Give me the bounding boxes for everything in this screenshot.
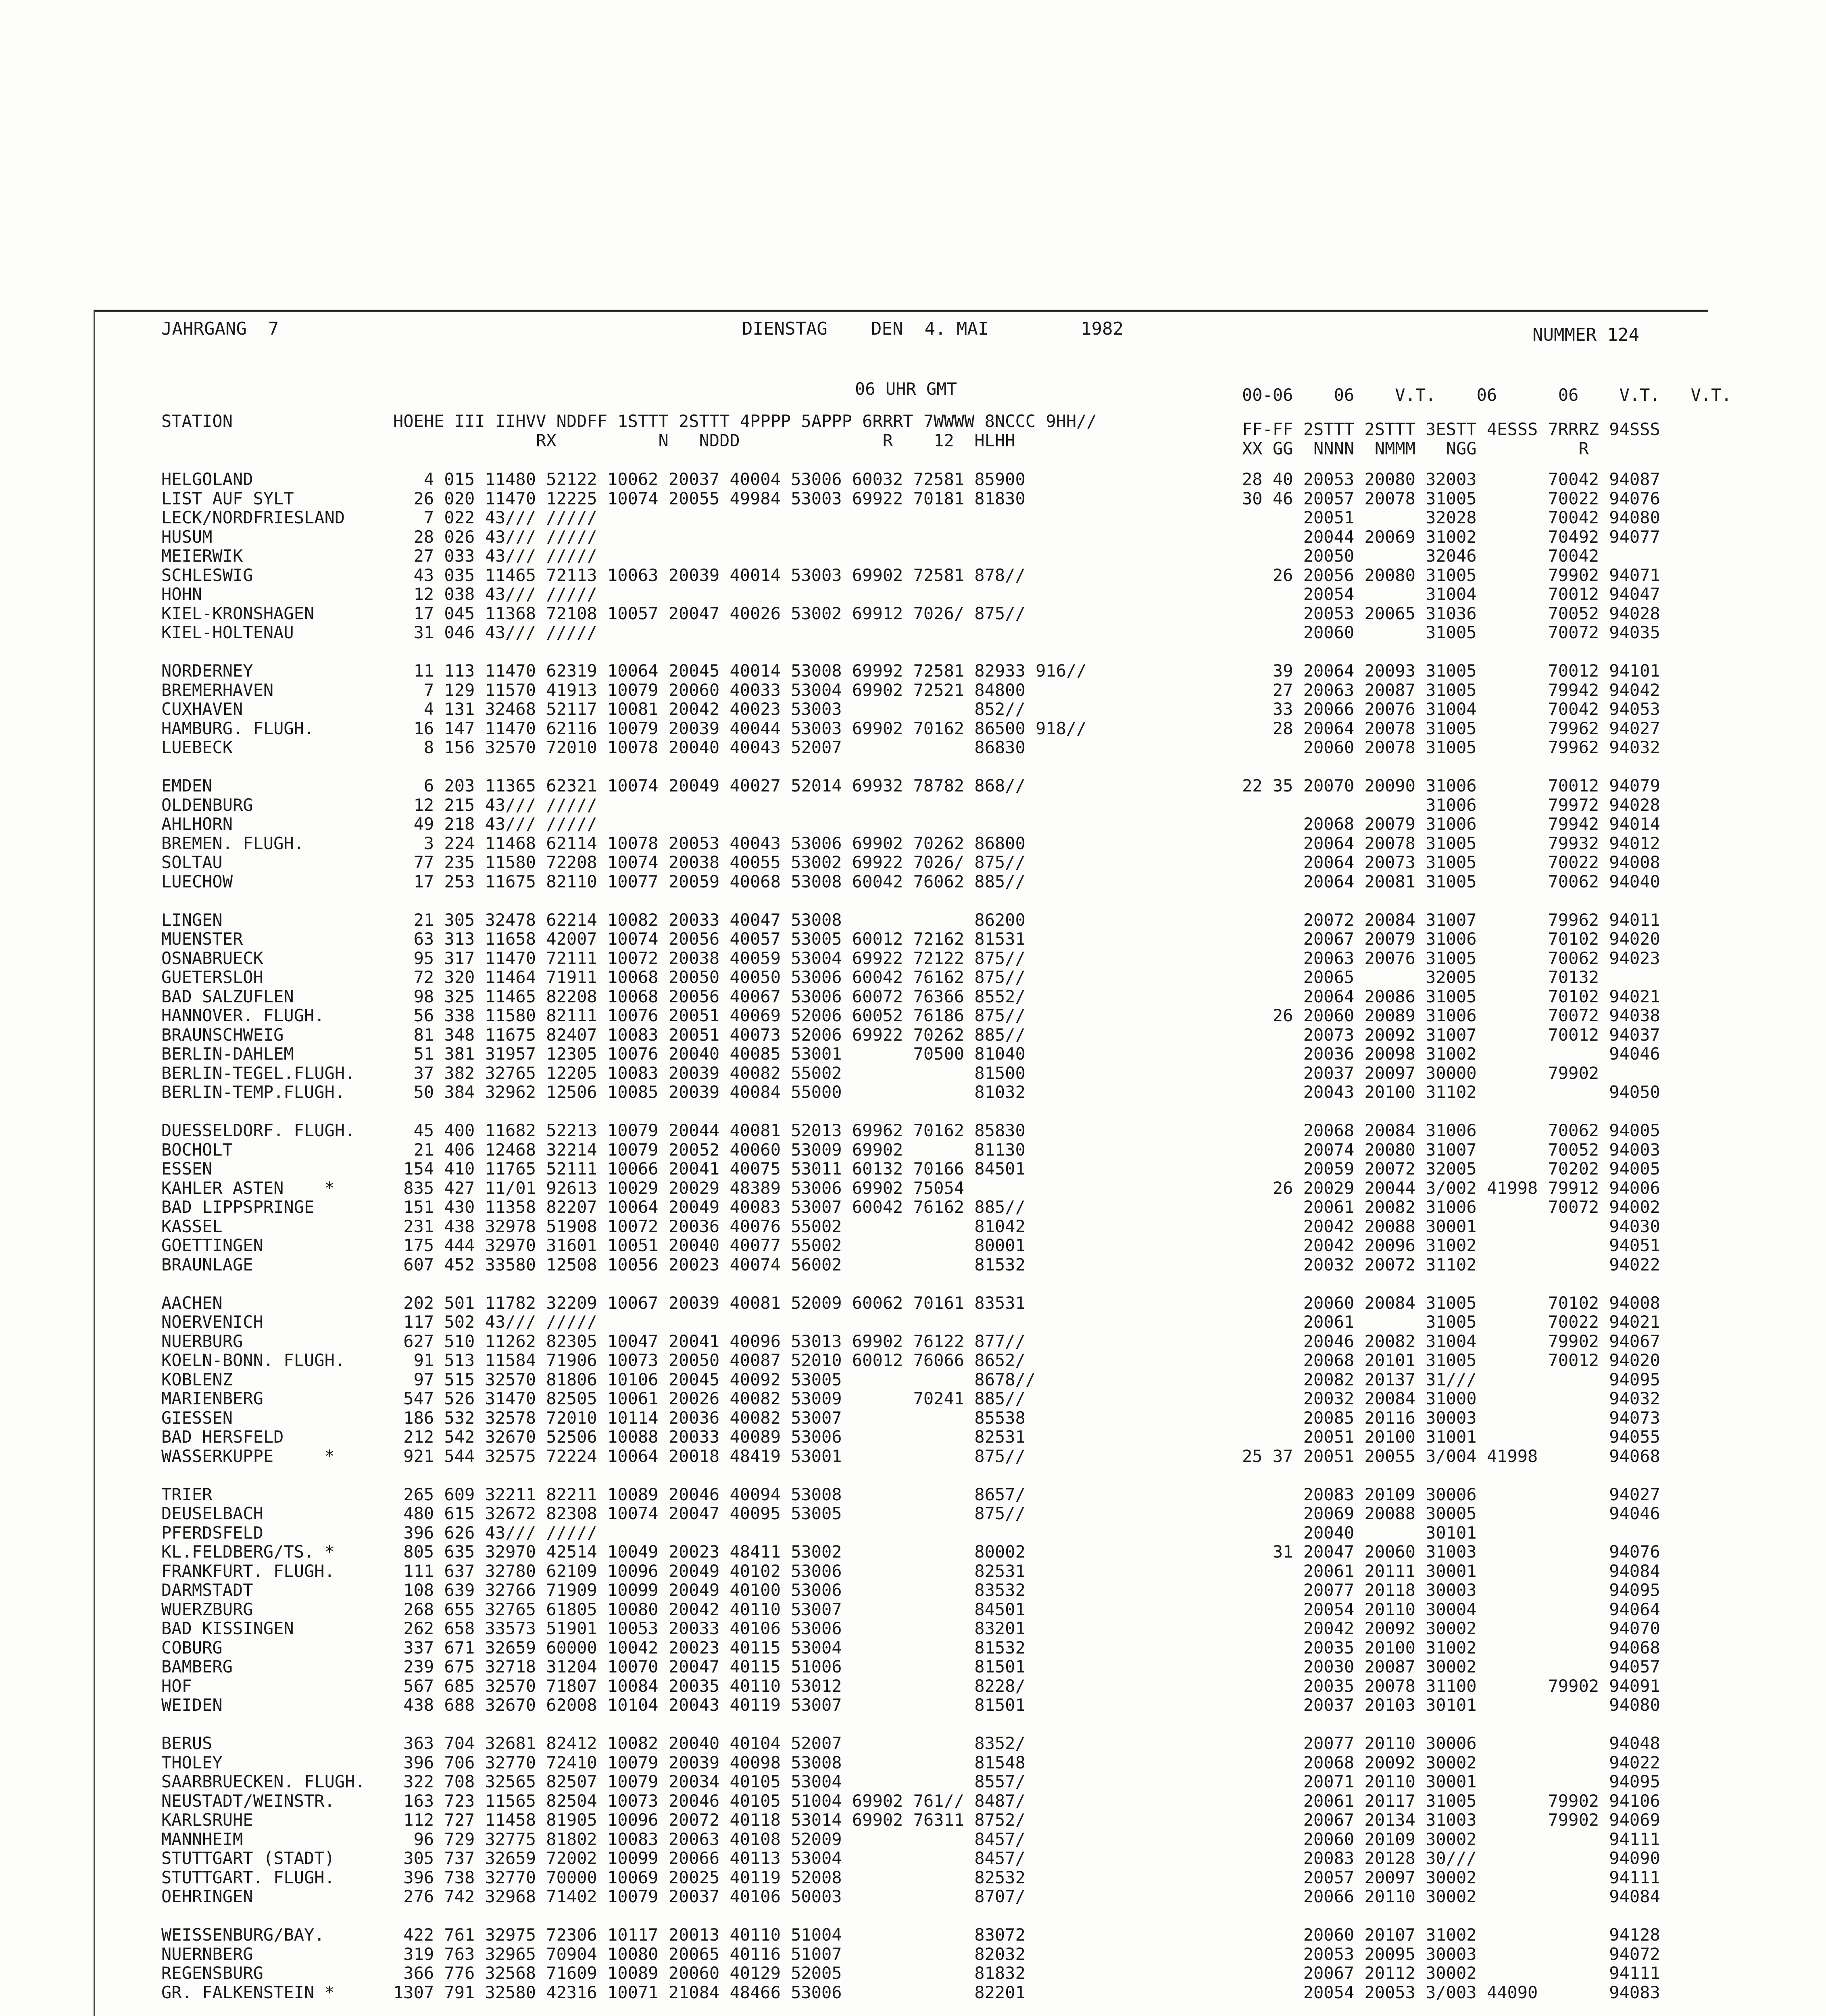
station-values: 81 348 11675 82407 10083 20051 40073 52006 69922 70262 885// xyxy=(393,1025,1026,1045)
station-values: 6 203 11365 62321 10074 20049 40027 52014 69932 78782 868// xyxy=(393,776,1026,796)
station-values: 163 723 11565 82504 10073 20046 40105 51004 69902 761// 8487/ xyxy=(393,1791,1026,1811)
station-name: GOETTINGEN xyxy=(161,1235,263,1255)
station-name: GR. FALKENSTEIN * xyxy=(161,1982,335,2002)
station-extra-values: 26 20056 20080 31005 79902 94071 xyxy=(1242,565,1660,585)
group-spacer xyxy=(1242,891,1660,910)
group-spacer xyxy=(1242,1274,1660,1293)
station-values: 175 444 32970 31601 10051 20040 40077 55002 80001 xyxy=(393,1235,1026,1255)
right-columns-subheader: XX GG NNNN NMMM NGG R xyxy=(1242,439,1589,458)
station-extra-values: 31006 79972 94028 xyxy=(1242,795,1660,815)
station-name: HUSUM xyxy=(161,527,213,547)
station-extra-values: 26 20060 20089 31006 70072 94038 xyxy=(1242,1006,1660,1025)
station-name: KOBLENZ xyxy=(161,1369,233,1389)
station-column xyxy=(161,470,365,2016)
station-name: KAHLER ASTEN * xyxy=(161,1178,335,1198)
right-data-column xyxy=(1242,470,1660,2016)
station-header: STATION xyxy=(161,411,233,431)
station-name: LIST AUF SYLT xyxy=(161,488,294,508)
station-extra-values: 27 20063 20087 31005 79942 94042 xyxy=(1242,680,1660,700)
station-extra-values: 33 20066 20076 31004 70042 94053 xyxy=(1242,699,1660,719)
station-name: DEUSELBACH xyxy=(161,1504,263,1523)
station-extra-values: 20068 20079 31006 79942 94014 xyxy=(1242,814,1660,834)
station-values: 337 671 32659 60000 10042 20023 40115 53004 81532 xyxy=(393,1637,1026,1658)
station-name: NOERVENICH xyxy=(161,1312,263,1332)
main-columns-subheader: RX N NDDD R 12 HLHH xyxy=(393,431,1015,450)
station-name: MARIENBERG xyxy=(161,1389,263,1408)
station-name: KARLSRUHE xyxy=(161,1810,253,1830)
station-extra-values: 20032 20084 31000 94032 xyxy=(1242,1389,1660,1408)
station-extra-values: 28 40 20053 20080 32003 70042 94087 xyxy=(1242,469,1660,489)
station-extra-values: 31 20047 20060 31003 94076 xyxy=(1242,1542,1660,1562)
station-extra-values: 20072 20084 31007 79962 94011 xyxy=(1242,910,1660,930)
group-spacer xyxy=(161,891,365,910)
station-extra-values: 20073 20092 31007 70012 94037 xyxy=(1242,1025,1660,1045)
station-name: BERLIN-DAHLEM xyxy=(161,1044,294,1064)
station-name: NORDERNEY xyxy=(161,661,253,681)
station-values: 56 338 11580 82111 10076 20051 40069 52006 60052 76186 875// xyxy=(393,1006,1026,1025)
station-values: 7 022 43/// ///// xyxy=(393,508,597,527)
station-name: NUERNBERG xyxy=(161,1944,253,1964)
station-extra-values: 22 35 20070 20090 31006 70012 94079 xyxy=(1242,776,1660,796)
station-name: DARMSTADT xyxy=(161,1580,253,1600)
station-extra-values: 20067 20134 31003 79902 94069 xyxy=(1242,1810,1660,1830)
station-extra-values: 20036 20098 31002 94046 xyxy=(1242,1044,1660,1064)
station-extra-values: 20061 20111 30001 94084 xyxy=(1242,1561,1660,1581)
station-name: OLDENBURG xyxy=(161,795,253,815)
station-extra-values: 20067 20079 31006 70102 94020 xyxy=(1242,929,1660,949)
station-name: AHLHORN xyxy=(161,814,233,834)
group-spacer xyxy=(393,1102,1086,1121)
group-spacer xyxy=(161,757,365,777)
station-name: THOLEY xyxy=(161,1752,223,1772)
station-values: 396 738 32770 70000 10069 20025 40119 52008 82532 xyxy=(393,1867,1026,1887)
station-values: 438 688 32670 62008 10104 20043 40119 53007 81501 xyxy=(393,1695,1026,1715)
station-extra-values: 20054 20110 30004 94064 xyxy=(1242,1599,1660,1619)
station-extra-values: 20071 20110 30001 94095 xyxy=(1242,1772,1660,1791)
station-extra-values: 20057 20097 30002 94111 xyxy=(1242,1867,1660,1887)
station-values: 49 218 43/// ///// xyxy=(393,814,597,834)
station-extra-values: 20042 20088 30001 94030 xyxy=(1242,1216,1660,1236)
station-name: NEUSTADT/WEINSTR. xyxy=(161,1791,335,1811)
station-extra-values: 20037 20097 30000 79902 xyxy=(1242,1063,1599,1083)
station-extra-values: 20040 30101 xyxy=(1242,1522,1477,1543)
station-extra-values: 20060 20109 30002 94111 xyxy=(1242,1829,1660,1849)
station-extra-values: 20066 20110 30002 94084 xyxy=(1242,1887,1660,1906)
station-name: MUENSTER xyxy=(161,929,243,949)
station-extra-values: 20042 20096 31002 94051 xyxy=(1242,1235,1660,1255)
station-values: 268 655 32765 61805 10080 20042 40110 53007 84501 xyxy=(393,1599,1026,1619)
group-spacer xyxy=(393,642,1086,662)
station-values: 276 742 32968 71402 10079 20037 40106 50003 8707/ xyxy=(393,1887,1026,1906)
issue-number: NUMMER 124 xyxy=(1532,325,1639,345)
time-group-label: 06 UHR GMT xyxy=(855,379,957,399)
station-name: BRAUNLAGE xyxy=(161,1254,253,1275)
station-values: 396 626 43/// ///// xyxy=(393,1522,597,1543)
station-name: SAARBRUECKEN. FLUGH. xyxy=(161,1772,365,1791)
station-name: BERUS xyxy=(161,1733,213,1753)
station-values: 108 639 32766 71909 10099 20049 40100 53006 83532 xyxy=(393,1580,1026,1600)
station-values: 43 035 11465 72113 10063 20039 40014 53003 69902 72581 878// xyxy=(393,565,1026,585)
station-extra-values: 20083 20109 30006 94027 xyxy=(1242,1484,1660,1504)
station-values: 480 615 32672 82308 10074 20047 40095 53005 875// xyxy=(393,1504,1026,1523)
station-extra-values: 20054 31004 70012 94047 xyxy=(1242,584,1660,604)
group-spacer xyxy=(1242,1102,1660,1121)
station-extra-values: 20064 20073 31005 70022 94008 xyxy=(1242,852,1660,872)
station-extra-values: 20035 20100 31002 94068 xyxy=(1242,1637,1660,1658)
right-group-label: 00-06 06 V.T. 06 06 V.T. V.T. xyxy=(1242,385,1732,405)
station-extra-values: 20085 20116 30003 94073 xyxy=(1242,1408,1660,1428)
group-spacer xyxy=(1242,1715,1660,1734)
station-name: BRAUNSCHWEIG xyxy=(161,1025,284,1045)
station-extra-values: 20069 20088 30005 94046 xyxy=(1242,1504,1660,1523)
group-spacer xyxy=(161,1102,365,1121)
station-extra-values: 20053 20065 31036 70052 94028 xyxy=(1242,603,1660,623)
station-extra-values: 30 46 20057 20078 31005 70022 94076 xyxy=(1242,488,1660,508)
station-name: SOLTAU xyxy=(161,852,223,872)
station-name: KL.FELDBERG/TS. * xyxy=(161,1542,335,1562)
station-values: 1307 791 32580 42316 10071 21084 48466 53006 82201 xyxy=(393,1982,1026,2002)
station-extra-values: 25 37 20051 20055 3/004 41998 94068 xyxy=(1242,1446,1660,1466)
year: 1982 xyxy=(1081,319,1124,339)
station-values: 363 704 32681 82412 10082 20040 40104 52007 8352/ xyxy=(393,1733,1026,1753)
station-values: 17 253 11675 82110 10077 20059 40068 53008 60042 76062 885// xyxy=(393,871,1026,891)
station-values: 28 026 43/// ///// xyxy=(393,527,597,547)
group-spacer xyxy=(161,1274,365,1293)
station-extra-values: 20060 20107 31002 94128 xyxy=(1242,1925,1660,1945)
station-values: 3 224 11468 62114 10078 20053 40043 53006 69902 70262 86800 xyxy=(393,833,1026,853)
station-name: FRANKFURT. FLUGH. xyxy=(161,1561,335,1581)
station-values: 319 763 32965 70904 10080 20065 40116 51007 82032 xyxy=(393,1944,1026,1964)
station-values: 231 438 32978 51908 10072 20036 40076 55002 81042 xyxy=(393,1216,1026,1236)
station-values: 21 305 32478 62214 10082 20033 40047 53008 86200 xyxy=(393,910,1026,930)
station-values: 305 737 32659 72002 10099 20066 40113 53004 8457/ xyxy=(393,1848,1026,1868)
station-values: 8 156 32570 72010 10078 20040 40043 52007 86830 xyxy=(393,737,1026,757)
station-values: 921 544 32575 72224 10064 20018 48419 53001 875// xyxy=(393,1446,1026,1466)
station-values: 112 727 11458 81905 10096 20072 40118 53014 69902 76311 8752/ xyxy=(393,1810,1026,1830)
station-values: 63 313 11658 42007 10074 20056 40057 53005 60012 72162 81531 xyxy=(393,929,1026,949)
station-name: EMDEN xyxy=(161,776,213,796)
group-spacer xyxy=(161,1715,365,1734)
group-spacer xyxy=(1242,757,1660,777)
station-values: 50 384 32962 12506 10085 20039 40084 55000 81032 xyxy=(393,1082,1026,1102)
station-name: OEHRINGEN xyxy=(161,1887,253,1906)
station-values: 4 015 11480 52122 10062 20037 40004 53006 60032 72581 85900 xyxy=(393,469,1026,489)
station-name: WEIDEN xyxy=(161,1695,223,1715)
station-values: 262 658 33573 51901 10053 20033 40106 53006 83201 xyxy=(393,1618,1026,1638)
station-values: 72 320 11464 71911 10068 20050 40050 53006 60042 76162 875// xyxy=(393,967,1026,987)
group-spacer xyxy=(393,1906,1086,1926)
group-spacer xyxy=(393,2002,1086,2016)
jahrgang: JAHRGANG 7 xyxy=(161,319,279,339)
station-name: HELGOLAND xyxy=(161,469,253,489)
group-spacer xyxy=(161,1466,365,1485)
station-name: KASSEL xyxy=(161,1216,223,1236)
station-values: 91 513 11584 71906 10073 20050 40087 52010 60012 76066 8652/ xyxy=(393,1350,1026,1370)
station-name: BAD HERSFELD xyxy=(161,1427,284,1447)
group-spacer xyxy=(393,891,1086,910)
station-extra-values: 20064 20078 31005 79932 94012 xyxy=(1242,833,1660,853)
station-values: 111 637 32780 62109 10096 20049 40102 53006 82531 xyxy=(393,1561,1026,1581)
station-extra-values: 26 20029 20044 3/002 41998 79912 94006 xyxy=(1242,1178,1660,1198)
group-spacer xyxy=(393,1715,1086,1734)
station-values: 422 761 32975 72306 10117 20013 40110 51004 83072 xyxy=(393,1925,1026,1945)
station-values: 31 046 43/// ///// xyxy=(393,623,597,642)
station-values: 567 685 32570 71807 10084 20035 40110 53012 8228/ xyxy=(393,1676,1026,1696)
station-extra-values: 20059 20072 32005 70202 94005 xyxy=(1242,1159,1660,1179)
station-name: GUETERSLOH xyxy=(161,967,263,987)
station-values: 12 215 43/// ///// xyxy=(393,795,597,815)
station-name: AACHEN xyxy=(161,1293,223,1313)
station-values: 11 113 11470 62319 10064 20045 40014 53008 69992 72581 82933 916// xyxy=(393,661,1087,681)
station-values: 547 526 31470 82505 10061 20026 40082 53009 70241 885// xyxy=(393,1389,1026,1408)
station-name: BAMBERG xyxy=(161,1657,233,1677)
station-name: MEIERWIK xyxy=(161,546,243,566)
station-name: PFERDSFELD xyxy=(161,1522,263,1543)
station-name: MANNHEIM xyxy=(161,1829,243,1849)
station-name: BAD LIPPSPRINGE xyxy=(161,1197,315,1217)
station-name: HANNOVER. FLUGH. xyxy=(161,1006,325,1025)
station-values: 396 706 32770 72410 10079 20039 40098 53008 81548 xyxy=(393,1752,1026,1772)
station-values: 45 400 11682 52213 10079 20044 40081 52013 69962 70162 85830 xyxy=(393,1120,1026,1140)
station-name: SCHLESWIG xyxy=(161,565,253,585)
station-name: WEISSENBURG/BAY. xyxy=(161,1925,325,1945)
station-extra-values: 20065 32005 70132 xyxy=(1242,967,1599,987)
station-extra-values: 20051 20100 31001 94055 xyxy=(1242,1427,1660,1447)
station-values: 627 510 11262 82305 10047 20041 40096 53013 69902 76122 877// xyxy=(393,1331,1026,1351)
group-spacer xyxy=(393,1466,1086,1485)
station-values: 151 430 11358 82207 10064 20049 40083 53007 60042 76162 885// xyxy=(393,1197,1026,1217)
station-values: 26 020 11470 12225 10074 20055 49984 53003 69922 70181 81830 xyxy=(393,488,1026,508)
station-name: WUERZBURG xyxy=(161,1599,253,1619)
station-extra-values: 20061 20082 31006 70072 94002 xyxy=(1242,1197,1660,1217)
station-name: COBURG xyxy=(161,1637,223,1658)
station-name: BOCHOLT xyxy=(161,1139,233,1160)
station-values: 202 501 11782 32209 10067 20039 40081 52009 60062 70161 83531 xyxy=(393,1293,1026,1313)
station-name: KIEL-HOLTENAU xyxy=(161,623,294,642)
station-values: 607 452 33580 12508 10056 20023 40074 56002 81532 xyxy=(393,1254,1026,1275)
station-extra-values: 20060 31005 70072 94035 xyxy=(1242,623,1660,642)
station-name: GIESSEN xyxy=(161,1408,233,1428)
group-spacer xyxy=(161,1906,365,1926)
station-name: WASSERKUPPE * xyxy=(161,1446,335,1466)
station-extra-values: 20077 20110 30006 94048 xyxy=(1242,1733,1660,1753)
station-values: 51 381 31957 12305 10076 20040 40085 53001 70500 81040 xyxy=(393,1044,1026,1064)
station-values: 21 406 12468 32214 10079 20052 40060 53009 69902 81130 xyxy=(393,1139,1026,1160)
station-values: 27 033 43/// ///// xyxy=(393,546,597,566)
station-values: 77 235 11580 72208 10074 20038 40055 53002 69922 7026/ 875// xyxy=(393,852,1026,872)
station-extra-values: 20060 20084 31005 70102 94008 xyxy=(1242,1293,1660,1313)
station-extra-values: 20064 20081 31005 70062 94040 xyxy=(1242,871,1660,891)
station-name: OSNABRUECK xyxy=(161,948,263,968)
group-spacer xyxy=(1242,1906,1660,1926)
station-values: 117 502 43/// ///// xyxy=(393,1312,597,1332)
station-name: BERLIN-TEMP.FLUGH. xyxy=(161,1082,345,1102)
group-spacer xyxy=(1242,642,1660,662)
station-extra-values: 28 20064 20078 31005 79962 94027 xyxy=(1242,718,1660,738)
station-extra-values: 20063 20076 31005 70062 94023 xyxy=(1242,948,1660,968)
station-values: 4 131 32468 52117 10081 20042 40023 53003 852// xyxy=(393,699,1026,719)
station-values: 16 147 11470 62116 10079 20039 40044 53003 69902 70162 86500 918// xyxy=(393,718,1087,738)
main-data-column xyxy=(393,470,1086,2016)
station-name: HOHN xyxy=(161,584,202,604)
station-values: 212 542 32670 52506 10088 20033 40089 53006 82531 xyxy=(393,1427,1026,1447)
station-extra-values: 20068 20084 31006 70062 94005 xyxy=(1242,1120,1660,1140)
station-extra-values: 20044 20069 31002 70492 94077 xyxy=(1242,527,1660,547)
station-values: 37 382 32765 12205 10083 20039 40082 55002 81500 xyxy=(393,1063,1026,1083)
station-values: 96 729 32775 81802 10083 20063 40108 52009 8457/ xyxy=(393,1829,1026,1849)
station-extra-values: 20067 20112 30002 94111 xyxy=(1242,1963,1660,1983)
station-extra-values: 20035 20078 31100 79902 94091 xyxy=(1242,1676,1660,1696)
station-extra-values: 20077 20118 30003 94095 xyxy=(1242,1580,1660,1600)
station-values: 7 129 11570 41913 10079 20060 40033 53004 69902 72521 84800 xyxy=(393,680,1026,700)
station-name: BAD KISSINGEN xyxy=(161,1618,294,1638)
station-extra-values: 20054 20053 3/003 44090 94083 xyxy=(1242,1982,1660,2002)
station-name: BREMEN. FLUGH. xyxy=(161,833,304,853)
station-extra-values: 20051 32028 70042 94080 xyxy=(1242,508,1660,527)
station-name: REGENSBURG xyxy=(161,1963,263,1983)
station-extra-values: 20082 20137 31/// 94095 xyxy=(1242,1369,1660,1389)
station-extra-values: 20061 31005 70022 94021 xyxy=(1242,1312,1660,1332)
station-values: 12 038 43/// ///// xyxy=(393,584,597,604)
station-name: STUTTGART (STADT) xyxy=(161,1848,335,1868)
right-columns-header: FF-FF 2STTT 2STTT 3ESTT 4ESSS 7RRRZ 94SSS xyxy=(1242,419,1660,439)
station-name: LECK/NORDFRIESLAND xyxy=(161,508,345,527)
weekday: DIENSTAG xyxy=(742,319,828,339)
station-values: 98 325 11465 82208 10068 20056 40067 53006 60072 76366 8552/ xyxy=(393,986,1026,1006)
station-name: BERLIN-TEGEL.FLUGH. xyxy=(161,1063,355,1083)
station-name: LUEBECK xyxy=(161,737,233,757)
station-extra-values: 20037 20103 30101 94080 xyxy=(1242,1695,1660,1715)
station-name: NUERBURG xyxy=(161,1331,243,1351)
station-name: DUESSELDORF. FLUGH. xyxy=(161,1120,355,1140)
station-extra-values: 20064 20086 31005 70102 94021 xyxy=(1242,986,1660,1006)
station-values: 835 427 11/01 92613 10029 20029 48389 53006 69902 75054 xyxy=(393,1178,965,1198)
station-name: LUECHOW xyxy=(161,871,233,891)
station-values: 97 515 32570 81806 10106 20045 40092 53005 8678// xyxy=(393,1369,1036,1389)
station-extra-values: 20060 20078 31005 79962 94032 xyxy=(1242,737,1660,757)
station-name: ESSEN xyxy=(161,1159,213,1179)
station-name: CUXHAVEN xyxy=(161,699,243,719)
station-values: 17 045 11368 72108 10057 20047 40026 53002 69912 7026/ 875// xyxy=(393,603,1026,623)
station-name: KIEL-KRONSHAGEN xyxy=(161,603,315,623)
station-extra-values: 20032 20072 31102 94022 xyxy=(1242,1254,1660,1275)
group-spacer xyxy=(1242,1466,1660,1485)
group-spacer xyxy=(393,1274,1086,1293)
station-name: LINGEN xyxy=(161,910,223,930)
group-spacer xyxy=(161,2002,365,2016)
group-spacer xyxy=(161,642,365,662)
station-values: 805 635 32970 42514 10049 20023 48411 53002 80002 xyxy=(393,1542,1026,1562)
station-extra-values: 20046 20082 31004 79902 94067 xyxy=(1242,1331,1660,1351)
station-name: HAMBURG. FLUGH. xyxy=(161,718,315,738)
station-values: 265 609 32211 82211 10089 20046 40094 53008 8657/ xyxy=(393,1484,1026,1504)
station-name: STUTTGART. FLUGH. xyxy=(161,1867,335,1887)
station-extra-values: 20043 20100 31102 94050 xyxy=(1242,1082,1660,1102)
station-name: BREMERHAVEN xyxy=(161,680,274,700)
station-values: 95 317 11470 72111 10072 20038 40059 53004 69922 72122 875// xyxy=(393,948,1026,968)
station-name: KOELN-BONN. FLUGH. xyxy=(161,1350,345,1370)
station-name: TRIER xyxy=(161,1484,213,1504)
station-values: 366 776 32568 71609 10089 20060 40129 52005 81832 xyxy=(393,1963,1026,1983)
main-columns-header: HOEHE III IIHVV NDDFF 1STTT 2STTT 4PPPP 5APPP 6RRRT 7WWWW 8NCCC 9HH// xyxy=(393,411,1097,431)
station-extra-values: 20050 32046 70042 xyxy=(1242,546,1599,566)
station-extra-values: 39 20064 20093 31005 70012 94101 xyxy=(1242,661,1660,681)
station-extra-values: 20030 20087 30002 94057 xyxy=(1242,1657,1660,1677)
group-spacer xyxy=(393,757,1086,777)
station-extra-values: 20061 20117 31005 79902 94106 xyxy=(1242,1791,1660,1811)
station-values: 186 532 32578 72010 10114 20036 40082 53007 85538 xyxy=(393,1408,1026,1428)
station-extra-values: 20083 20128 30/// 94090 xyxy=(1242,1848,1660,1868)
station-values: 154 410 11765 52111 10066 20041 40075 53011 60132 70166 84501 xyxy=(393,1159,1026,1179)
station-values: 322 708 32565 82507 10079 20034 40105 53004 8557/ xyxy=(393,1772,1026,1791)
station-extra-values: 20068 20101 31005 70012 94020 xyxy=(1242,1350,1660,1370)
station-extra-values: 20042 20092 30002 94070 xyxy=(1242,1618,1660,1638)
station-extra-values: 20068 20092 30002 94022 xyxy=(1242,1752,1660,1772)
station-values: 239 675 32718 31204 10070 20047 40115 51006 81501 xyxy=(393,1657,1026,1677)
group-spacer xyxy=(1242,2002,1660,2016)
station-extra-values: 20074 20080 31007 70052 94003 xyxy=(1242,1139,1660,1160)
station-extra-values: 20053 20095 30003 94072 xyxy=(1242,1944,1660,1964)
station-name: BAD SALZUFLEN xyxy=(161,986,294,1006)
station-name: HOF xyxy=(161,1676,192,1696)
date: DEN 4. MAI xyxy=(871,319,989,339)
